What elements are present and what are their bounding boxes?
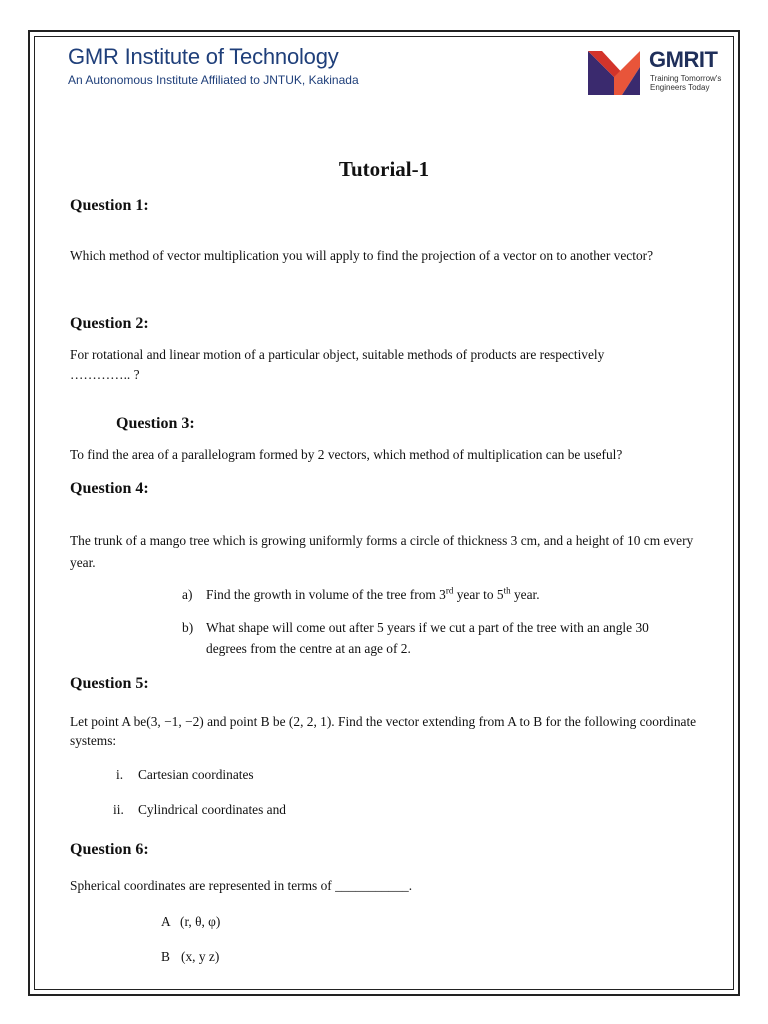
question-6-option-b-label: B: [161, 949, 170, 964]
question-5-item-ii-marker: ii.: [113, 802, 124, 817]
question-5-text: Let point A be(3, −1, −2) and point B be (2, 2, 1). Find the vector extending from A to B for the following coordinate systems:: [70, 714, 697, 748]
question-2-text-line-2: ………….. ?: [70, 367, 140, 382]
question-4-part-b-marker: b): [182, 620, 194, 635]
part-a-sup-th: th: [503, 585, 511, 596]
question-6-text: Spherical coordinates are represented in terms of ___________.: [70, 878, 413, 893]
question-5-item-ii-text: Cylindrical coordinates and: [138, 802, 286, 817]
question-2-text-line-1: For rotational and linear motion of a particular object, suitable methods of products are respectively: [70, 347, 605, 362]
logo-mark-icon: [588, 47, 640, 95]
question-3-heading: Question 3:: [116, 415, 195, 432]
question-4-part-b-line-2: degrees from the centre at an age of 2.: [206, 641, 411, 656]
logo-tagline-line-2: Engineers Today: [650, 83, 710, 92]
question-4-part-a-marker: a): [182, 587, 193, 602]
question-6-option-b-text: (x, y z): [181, 949, 220, 964]
question-5-item-i-marker: i.: [116, 767, 124, 782]
question-1-heading: Question 1:: [70, 197, 149, 214]
question-4-part-b-line-1: What shape will come out after 5 years if we cut a part of the tree with an angle 30: [206, 620, 649, 635]
question-4-part-a-text: [206, 587, 540, 603]
logo-wordmark: GMRIT: [649, 47, 718, 72]
question-6-option-a-label: A: [161, 914, 171, 929]
question-3-text: To find the area of a parallelogram formed by 2 vectors, which method of multiplication can be useful?: [70, 447, 623, 462]
question-6-heading: Question 6:: [70, 841, 149, 858]
question-5-heading: Question 5:: [70, 675, 149, 692]
question-4-text: The trunk of a mango tree which is growing uniformly forms a circle of thickness 3 cm, and a height of 10 cm every year.: [70, 533, 694, 570]
institute-name: GMR Institute of Technology: [68, 44, 339, 69]
question-4-heading: Question 4:: [70, 480, 149, 497]
logo-tagline: [650, 74, 721, 92]
institute-subtitle: An Autonomous Institute Affiliated to JNTUK, Kakinada: [68, 73, 359, 87]
part-a-text-1: Find the growth in volume of the tree from 3: [206, 587, 446, 602]
question-5-item-i-text: Cartesian coordinates: [138, 767, 254, 782]
gmrit-logo: [588, 47, 734, 97]
part-a-text-3: year.: [510, 587, 540, 602]
question-6-option-a-text: (r, θ, φ): [180, 914, 221, 929]
page-title: Tutorial-1: [338, 157, 430, 181]
question-1-text: Which method of vector multiplication you will apply to find the projection of a vector on to another vector?: [70, 248, 654, 263]
part-a-text-2: year to 5: [453, 587, 504, 602]
question-2-heading: Question 2:: [70, 315, 149, 332]
part-a-sup-rd: rd: [445, 585, 454, 596]
logo-tagline-line-1: Training Tomorrow's: [650, 74, 722, 83]
